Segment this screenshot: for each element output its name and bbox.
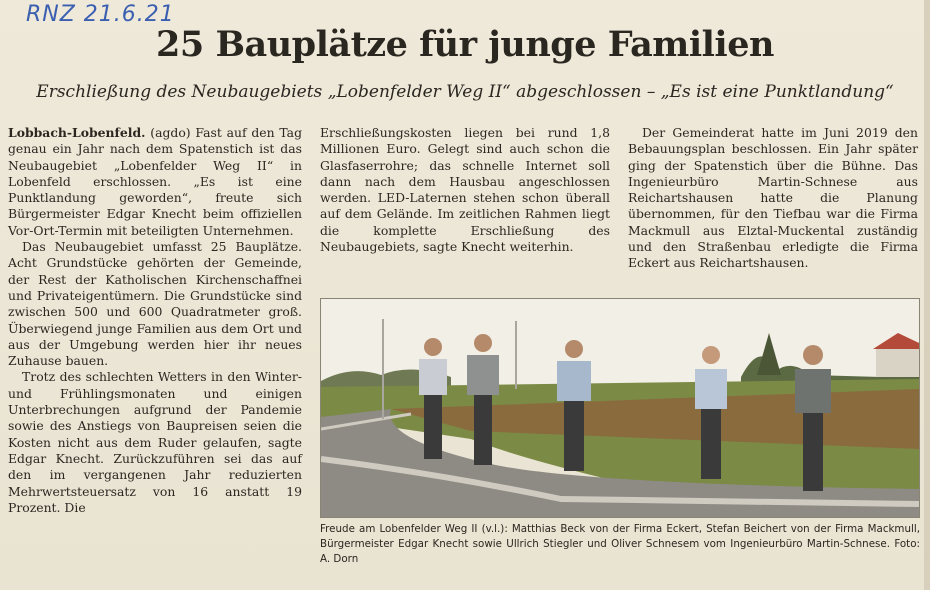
photo-illustration (321, 299, 919, 517)
article-column-3 (628, 125, 918, 272)
paragraph: Der Gemeinderat hatte im Juni 2019 den Bebauungsplan beschlossen. Ein Jahr später ging der Spatenstich über die Bühne. Das Ingenieurbüro Martin-Schnese aus Reichartshausen hatte die Planung übernommen, für den Tiefbau war die Firma Mackmull aus Elztal-Muckental zuständig und den Straßenbau erledigte die Firma Eckert aus Reichartshausen. (628, 125, 918, 271)
paragraph: Erschließungskosten liegen bei rund 1,8 Millionen Euro. Gelegt sind auch schon die Glasfaserrohre; das schnelle Internet soll dann nach dem Hausbau angeschlossen werden. LED-Laternen stehen schon überall auf dem Gelände. Im zeitlichen Rahmen liegt die komplette Erschließung des Neubaugebiets, sagte Knecht weiterhin. (320, 125, 610, 255)
article-column-2 (320, 125, 610, 255)
page-edge (924, 0, 930, 590)
article-column-1 (8, 125, 302, 516)
paragraph: Trotz des schlechten Wetters in den Winter- und Frühlingsmonaten und einigen Unterbrechungen aufgrund der Pandemie sowie des Anstiegs von Baupreisen seien die Kosten nicht aus dem Ruder gelaufen, sagte Edgar Knecht. Zurückzuführen sei das auf den im vergangenen Jahr reduzierten Mehrwertsteuersatz von 16 anstatt 19 Prozent. Die (8, 369, 302, 515)
paragraph (8, 125, 302, 239)
headline: 25 Bauplätze für junge Familien (156, 24, 774, 65)
news-photo (320, 298, 920, 518)
paragraph-text: (agdo) Fast auf den Tag genau ein Jahr nach dem Spatenstich ist das Neubaugebiet „Lobenfelder Weg II“ in Lobenfeld erschlossen. „Es ist eine Punktlandung geworden“, freute sich Bürgermeister Edgar Knecht beim offiziellen Vor-Ort-Termin mit beteiligten Unternehmen. (8, 125, 302, 238)
handwritten-note: RNZ 21.6.21 (26, 2, 175, 27)
paragraph: Das Neubaugebiet umfasst 25 Bauplätze. Acht Grundstücke gehörten der Gemeinde, der Rest der Katholischen Kirchenschaffnei und Privateigentümern. Die Grundstücke sind zwischen 500 und 600 Quadratmeter groß. Überwiegend junge Familien aus dem Ort und aus der Umgebung werden hier ihr neues Zuhause bauen. (8, 239, 302, 369)
subheadline: Erschließung des Neubaugebiets „Lobenfelder Weg II“ abgeschlossen – „Es ist eine Punktlandung“ (36, 82, 894, 102)
dateline: Lobbach-Lobenfeld. (8, 125, 146, 140)
photo-caption: Freude am Lobenfelder Weg II (v.l.): Matthias Beck von der Firma Eckert, Stefan Beichert von der Firma Mackmull, Bürgermeister Edgar Knecht sowie Ullrich Stiegler und Oliver Schnesem vom Ingenieurbüro Martin-Schnese. Foto: A. Dorn (320, 523, 920, 565)
